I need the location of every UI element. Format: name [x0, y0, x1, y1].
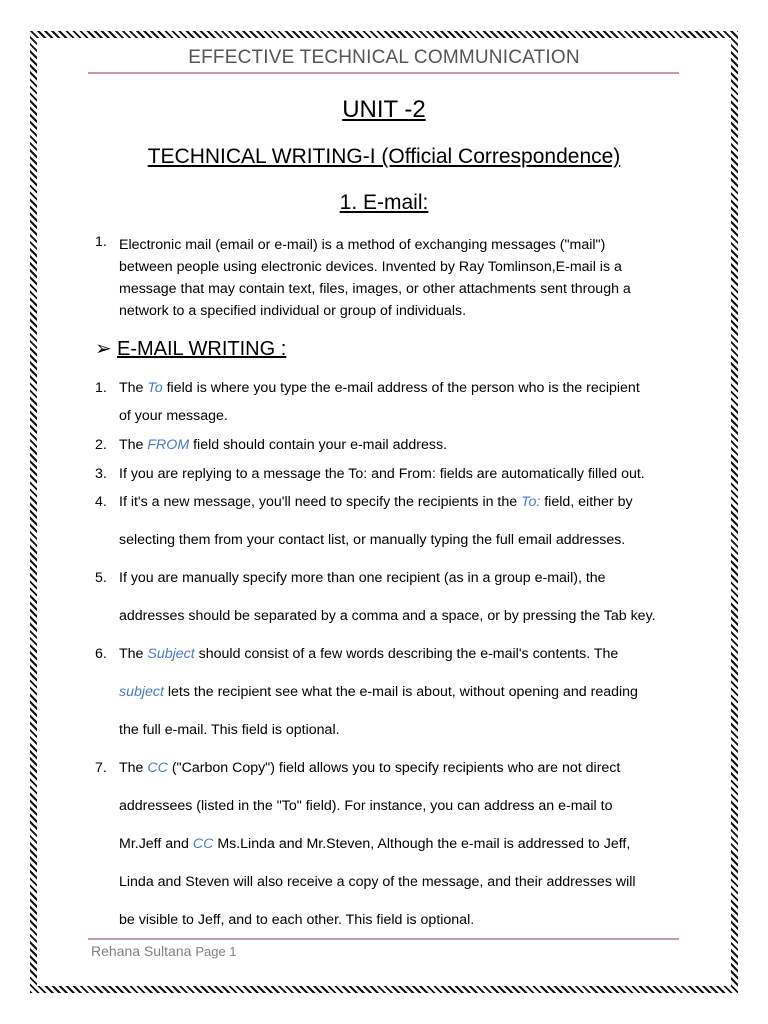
list-number: 7.: [95, 760, 107, 776]
list-item-line: [119, 798, 612, 814]
list-item-line: [119, 466, 645, 482]
intro-line: between people using electronic devices. Invented by Ray Tomlinson,E-mail is a: [119, 259, 622, 275]
header-divider: [88, 72, 679, 74]
list-item-line: [119, 874, 636, 890]
footer-page-number: Page 1: [195, 944, 237, 959]
text-segment: ("Carbon Copy") field allows you to specify recipients who are not direct: [167, 760, 621, 776]
list-number: 6.: [95, 646, 107, 662]
arrow-bullet-icon: ➢: [95, 338, 112, 360]
list-item-line: [119, 722, 340, 738]
text-segment: Mr.Jeff and: [119, 836, 193, 852]
text-segment: should consist of a few words describing the e-mail's contents. The: [194, 646, 619, 662]
list-item-line: [119, 380, 640, 396]
list-item-line: [119, 608, 656, 624]
text-segment: field, either by: [540, 494, 633, 510]
list-number: 3.: [95, 466, 107, 482]
email-writing-heading: [95, 336, 286, 361]
document-subtitle: TECHNICAL WRITING-I (Official Correspondence): [147, 145, 621, 168]
text-segment: the full e-mail. This field is optional.: [119, 722, 340, 738]
list-item-line: [119, 760, 620, 776]
list-item-line: [119, 570, 606, 586]
text-segment: The: [119, 760, 148, 776]
text-segment: addresses should be separated by a comma and a space, or by pressing the Tab key.: [119, 608, 656, 624]
intro-line: Electronic mail (email or e-mail) is a method of exchanging messages ("mail"): [119, 237, 606, 253]
section-title: 1. E-mail:: [339, 191, 429, 214]
header-title: EFFECTIVE TECHNICAL COMMUNICATION: [188, 47, 580, 68]
text-segment: Linda and Steven will also receive a copy of the message, and their addresses will: [119, 874, 636, 890]
text-segment: If you are manually specify more than one recipient (as in a group e-mail), the: [119, 570, 606, 586]
text-segment: If you are replying to a message the To: and From: fields are automatically filled out.: [119, 466, 645, 482]
field-name-highlight: To: [147, 380, 163, 396]
list-number: 4.: [95, 494, 107, 510]
list-item-line: [119, 532, 625, 548]
list-number: 1.: [95, 380, 107, 396]
field-name-highlight: subject: [119, 684, 164, 700]
footer-author: Rehana Sultana: [91, 943, 192, 959]
list-item-line: [119, 912, 474, 928]
text-segment: field should contain your e-mail address.: [189, 437, 448, 453]
text-segment: be visible to Jeff, and to each other. This field is optional.: [119, 912, 475, 928]
text-segment: selecting them from your contact list, or manually typing the full email addresses.: [119, 532, 626, 548]
list-number: 2.: [95, 437, 107, 453]
field-name-highlight: FROM: [147, 437, 190, 453]
list-item-line: [119, 494, 633, 510]
text-segment: of your message.: [119, 408, 228, 424]
unit-title: UNIT -2: [342, 96, 426, 123]
field-name-highlight: CC: [147, 760, 168, 776]
list-item-line: [119, 437, 447, 453]
list-item-line: [119, 684, 638, 700]
list-number: 5.: [95, 570, 107, 586]
footer-divider: [88, 938, 679, 940]
list-item-line: [119, 836, 630, 852]
intro-line: network to a specified individual or group of individuals.: [119, 303, 467, 319]
text-segment: The: [119, 646, 148, 662]
text-segment: The: [119, 437, 148, 453]
text-segment: addressees (listed in the "To" field). For instance, you can address an e-mail to: [119, 798, 613, 814]
intro-line: message that may contain text, files, images, or other attachments sent through a: [119, 281, 631, 297]
email-writing-heading-label: E-MAIL WRITING :: [117, 338, 287, 360]
list-item-line: [119, 646, 618, 662]
field-name-highlight: To:: [521, 494, 541, 510]
text-segment: field is where you type the e-mail address of the person who is the recipient: [162, 380, 640, 396]
field-name-highlight: CC: [192, 836, 214, 852]
list-item-line: [119, 408, 228, 424]
field-name-highlight: Subject: [147, 646, 195, 662]
text-segment: If it's a new message, you'll need to specify the recipients in the: [119, 494, 522, 510]
page-footer: [91, 943, 237, 959]
text-segment: lets the recipient see what the e-mail is about, without opening and reading: [163, 684, 638, 700]
list-number: 1.: [95, 234, 107, 250]
text-segment: The: [119, 380, 148, 396]
text-segment: Ms.Linda and Mr.Steven, Although the e-mail is addressed to Jeff,: [213, 836, 631, 852]
